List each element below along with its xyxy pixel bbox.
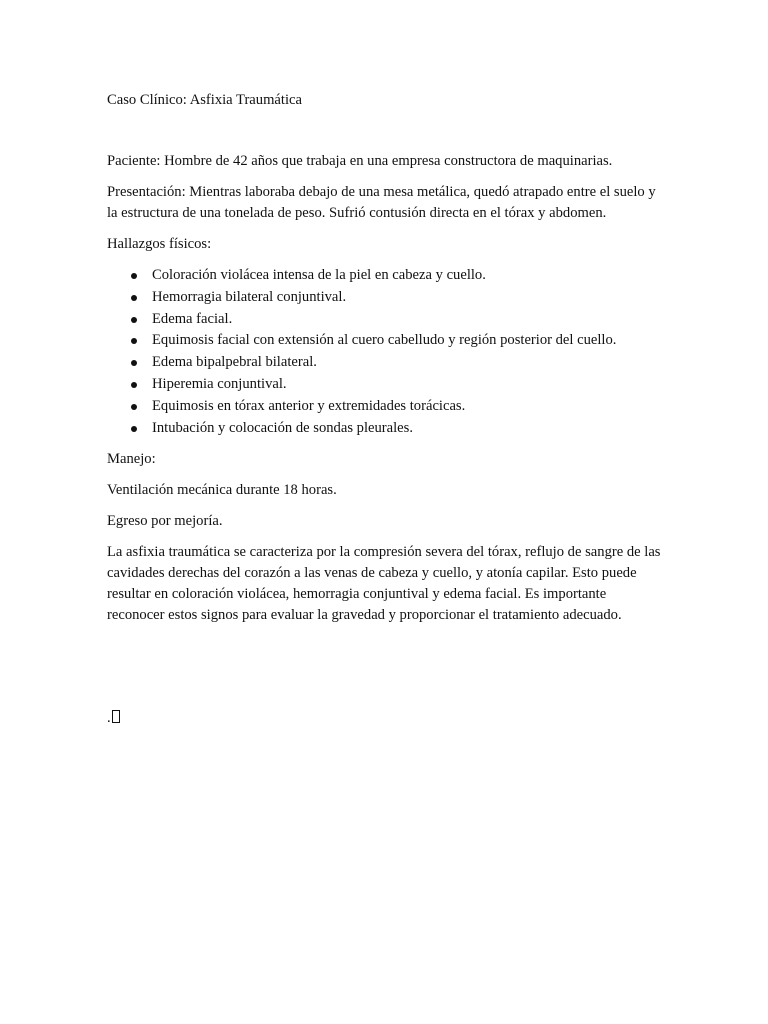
bullet-icon [131, 426, 137, 432]
bullet-icon [131, 382, 137, 388]
finding-item [107, 418, 667, 440]
finding-text: Edema facial. [152, 310, 233, 327]
finding-text: Edema bipalpebral bilateral. [152, 354, 317, 371]
end-mark [107, 708, 120, 729]
finding-item [107, 396, 667, 418]
finding-item [107, 374, 667, 396]
finding-item [107, 352, 667, 374]
discharge-paragraph: Egreso por mejoría. [107, 513, 223, 530]
finding-item [107, 330, 667, 352]
finding-text: Hemorragia bilateral conjuntival. [152, 288, 347, 305]
document-title: Caso Clínico: Asfixia Traumática [107, 92, 302, 108]
presentation-paragraph: Presentación: Mientras laboraba debajo de una mesa metálica, quedó atrapado entre el suelo y la estructura de una tonelada de peso. Sufrió contusión directa en el tórax y abdomen. [107, 184, 656, 221]
bullet-icon [131, 295, 137, 301]
bullet-icon [131, 317, 137, 323]
finding-text: Intubación y colocación de sondas pleurales. [152, 419, 413, 436]
ventilation-paragraph: Ventilación mecánica durante 18 horas. [107, 482, 337, 499]
patient-paragraph: Paciente: Hombre de 42 años que trabaja en una empresa constructora de maquinarias. [107, 153, 613, 169]
findings-list [107, 265, 667, 439]
missing-glyph-icon [112, 710, 120, 723]
finding-text: Coloración violácea intensa de la piel en cabeza y cuello. [152, 267, 486, 283]
summary-paragraph: La asfixia traumática se caracteriza por la compresión severa del tórax, reflujo de sangre de las cavidades derechas del corazón a las venas de cabeza y cuello, y atonía capilar. Esto puede resultar en coloración violácea, hemorragia conjuntival y edema facial. Es importante reconocer estos signos para evaluar la gravedad y proporcionar el tratamiento adecuado. [107, 544, 661, 624]
document-body [107, 90, 667, 636]
finding-text: Hiperemia conjuntival. [152, 375, 287, 392]
management-heading: Manejo: [107, 451, 156, 468]
bullet-icon [131, 360, 137, 366]
finding-text: Equimosis facial con extensión al cuero cabelludo y región posterior del cuello. [152, 332, 617, 349]
end-mark-period: . [107, 710, 111, 726]
finding-item [107, 265, 667, 287]
finding-item [107, 309, 667, 331]
bullet-icon [131, 273, 137, 279]
findings-heading: Hallazgos físicos: [107, 236, 212, 252]
bullet-icon [131, 338, 137, 344]
finding-text: Equimosis en tórax anterior y extremidades torácicas. [152, 397, 466, 414]
finding-item [107, 287, 667, 309]
bullet-icon [131, 404, 137, 410]
